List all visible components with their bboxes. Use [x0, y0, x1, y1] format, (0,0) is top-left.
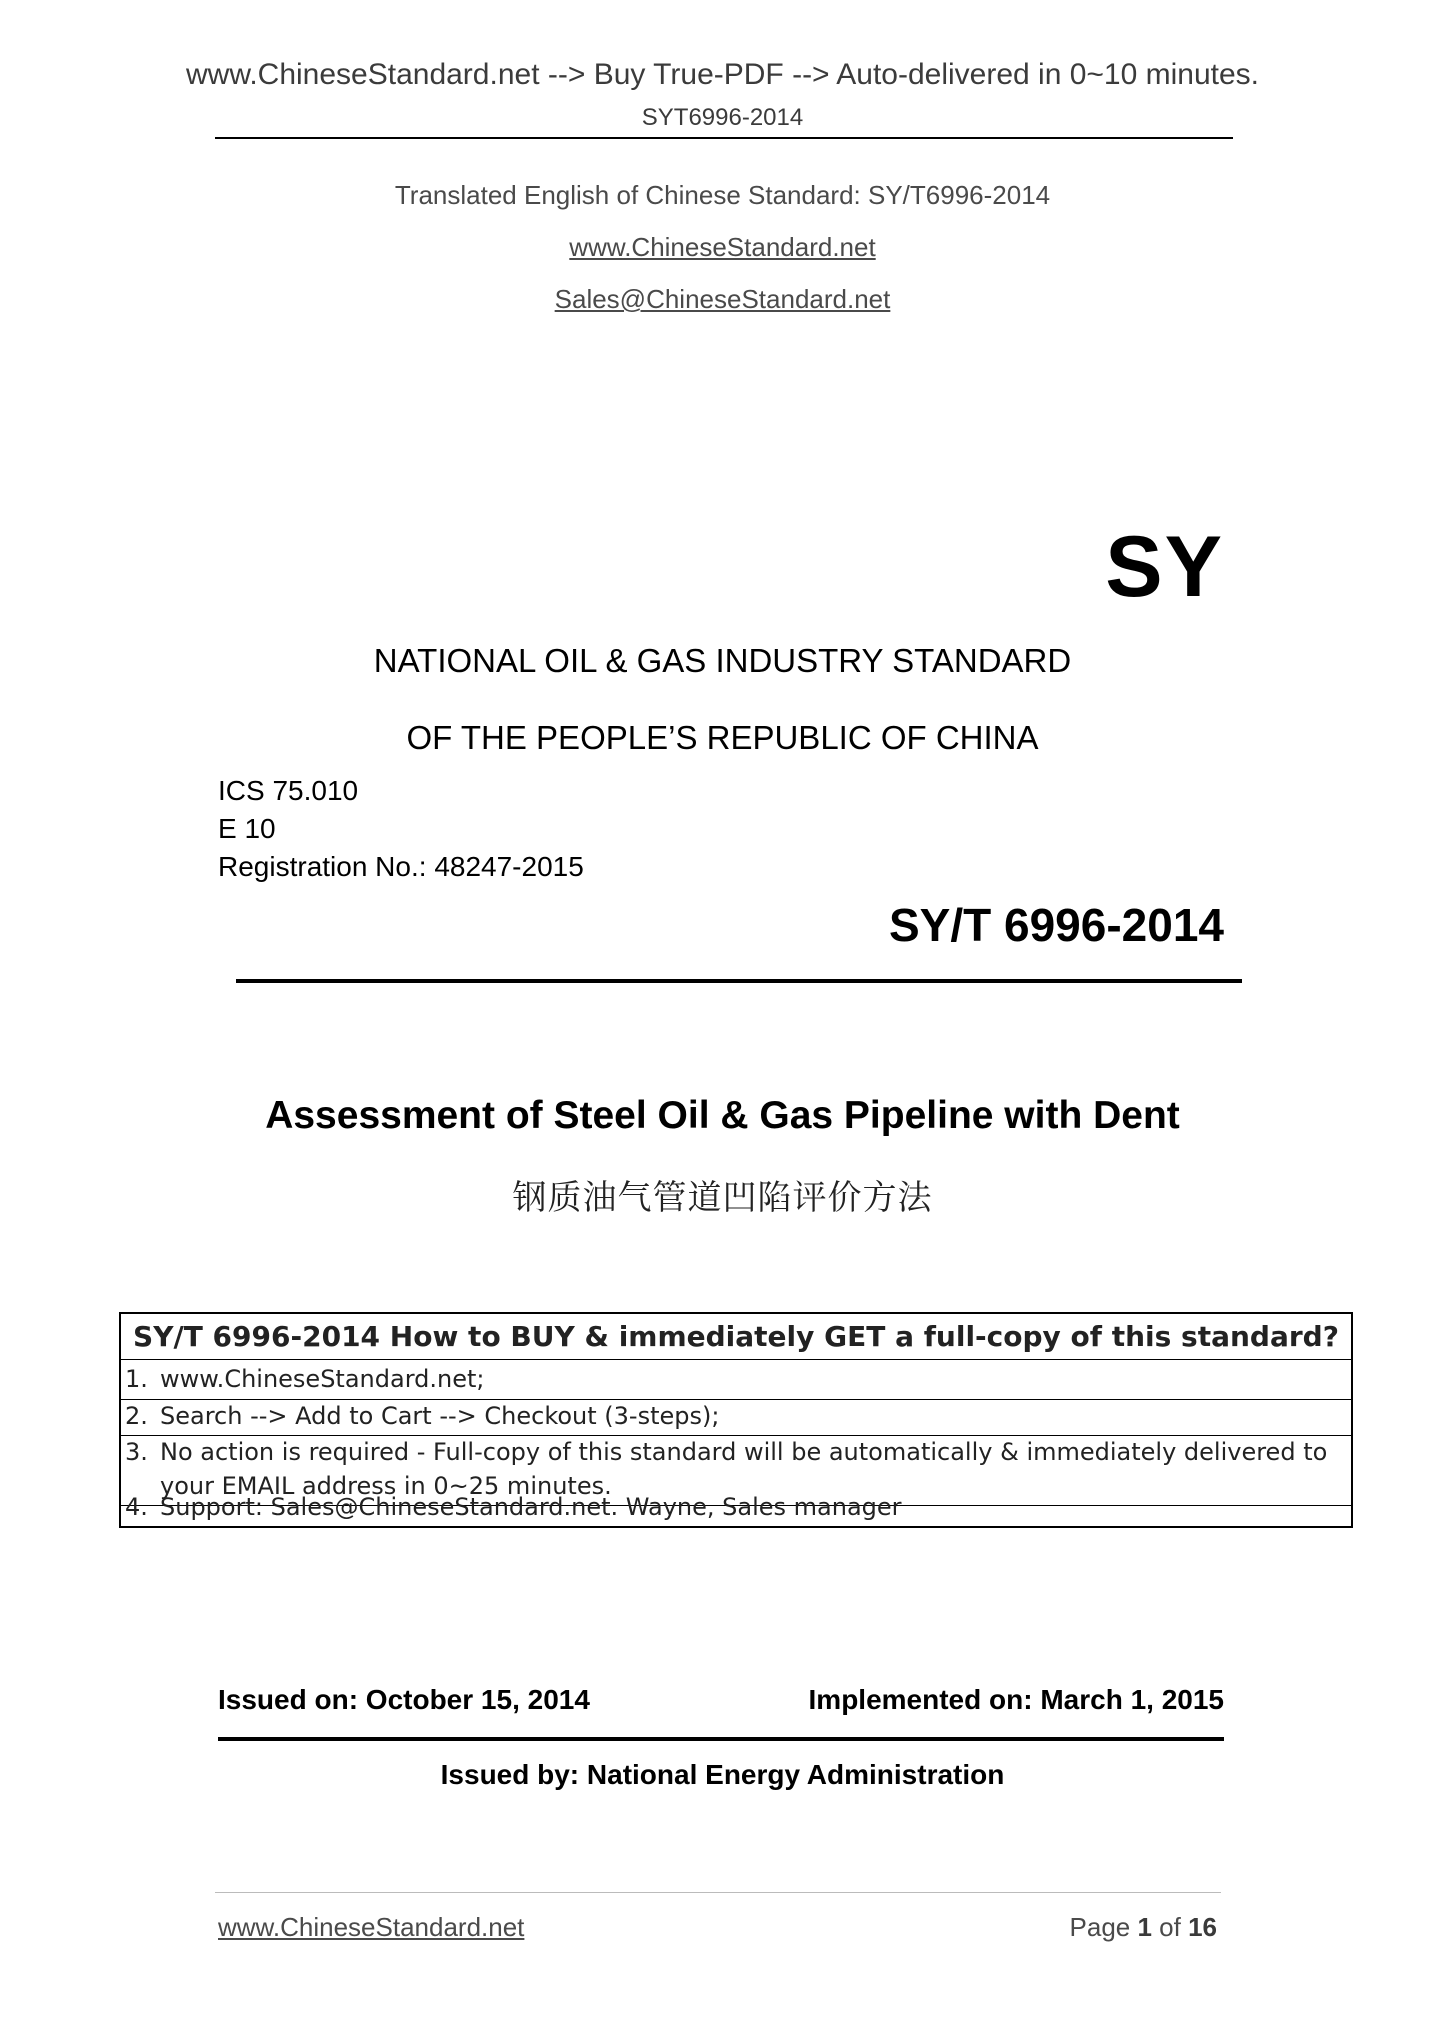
standard-number: SY/T 6996-2014	[888, 899, 1224, 951]
step-text: No action is required - Full-copy of this standard will be automatically & immediately delivered to	[160, 1438, 1328, 1466]
step-number: 1.	[125, 1365, 148, 1393]
purchase-row-divider	[121, 1435, 1351, 1436]
purchase-row-divider	[121, 1399, 1351, 1400]
page-indicator	[1070, 1912, 1217, 1943]
page-word: Page	[1069, 1912, 1138, 1942]
page-current: 1	[1137, 1912, 1152, 1942]
sales-email-link[interactable]: Sales@ChineseStandard.net	[554, 284, 891, 314]
step-number: 2.	[125, 1402, 148, 1430]
issue-divider	[218, 1737, 1224, 1741]
sy-logo: SY	[1105, 519, 1224, 615]
website-link[interactable]: www.ChineseStandard.net	[569, 232, 876, 262]
issued-by: Issued by: National Energy Administration	[440, 1759, 1005, 1790]
title-divider	[236, 979, 1242, 983]
issued-on-date: Issued on: October 15, 2014	[218, 1684, 590, 1715]
step-text[interactable]: www.ChineseStandard.net;	[160, 1365, 485, 1393]
purchase-step-1	[125, 1365, 484, 1393]
translated-notice: Translated English of Chinese Standard: SY/T6996-2014	[394, 180, 1051, 210]
purchase-step-3	[125, 1438, 1327, 1466]
step-text: Search --> Add to Cart --> Checkout (3-steps);	[160, 1402, 720, 1430]
national-standard-line2: OF THE PEOPLE’S REPUBLIC OF CHINA	[406, 719, 1039, 756]
ics-code: ICS 75.010	[218, 775, 359, 806]
ccs-code: E 10	[218, 813, 276, 844]
implemented-on-date: Implemented on: March 1, 2015	[808, 1684, 1224, 1715]
page-total: 16	[1188, 1912, 1217, 1942]
step-number: 3.	[125, 1438, 148, 1466]
page-of-word: of	[1151, 1912, 1189, 1942]
step-text: Support: Sales@ChineseStandard.net. Wayne, Sales manager	[160, 1493, 902, 1521]
purchase-step-4	[125, 1493, 902, 1521]
registration-number: Registration No.: 48247-2015	[218, 851, 584, 882]
document-title: Assessment of Steel Oil & Gas Pipeline with Dent	[265, 1094, 1180, 1137]
step-number: 4.	[125, 1493, 148, 1521]
footer-divider	[215, 1892, 1221, 1893]
header-divider	[215, 137, 1233, 139]
step-text: your EMAIL address in 0~25 minutes.	[160, 1472, 612, 1500]
footer-website-link[interactable]: www.ChineseStandard.net	[218, 1912, 525, 1942]
national-standard-line1: NATIONAL OIL & GAS INDUSTRY STANDARD	[373, 642, 1072, 679]
purchase-step-2	[125, 1402, 719, 1430]
header-document-code: SYT6996-2014	[641, 104, 804, 131]
document-title-chinese: 钢质油气管道凹陷评价方法	[512, 1178, 933, 1218]
purchase-info-box	[119, 1312, 1353, 1528]
purchase-row-divider	[121, 1359, 1351, 1360]
purchase-heading: SY/T 6996-2014 How to BUY & immediately GET a full-copy of this standard?	[133, 1320, 1339, 1353]
header-banner: www.ChineseStandard.net --> Buy True-PDF --> Auto-delivered in 0~10 minutes.	[185, 58, 1260, 91]
